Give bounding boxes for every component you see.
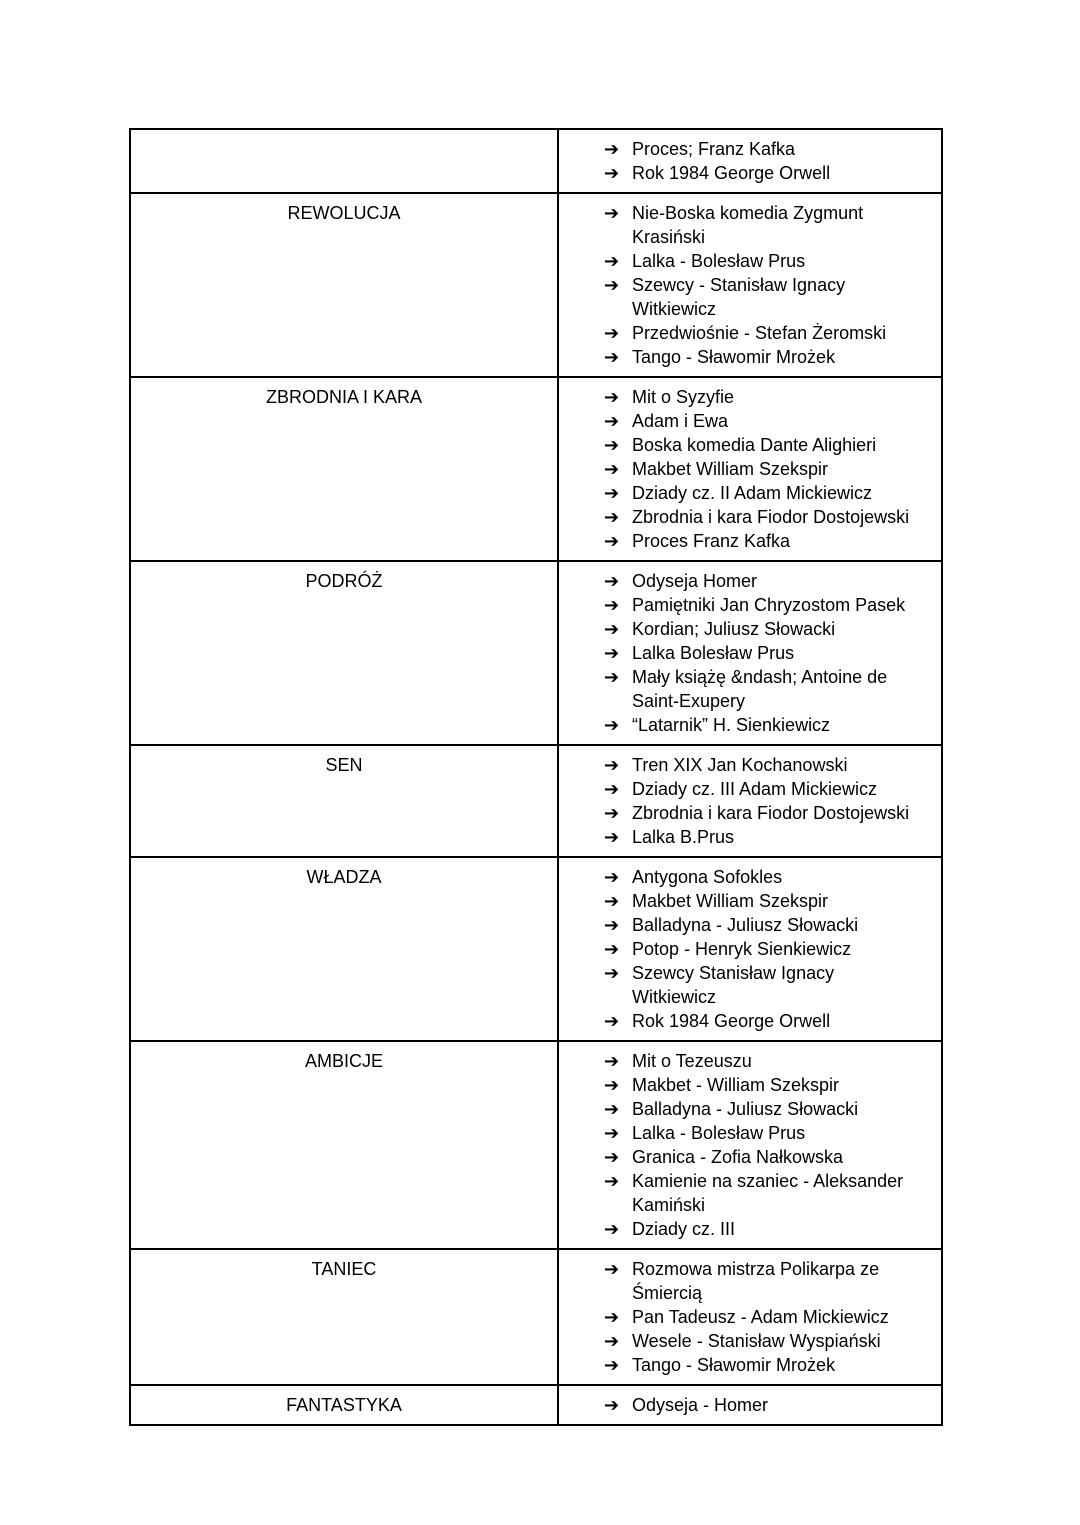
work-list-item [604, 457, 913, 481]
arrow-bullet-icon: ➔ [604, 667, 620, 687]
work-item-text: Kamienie na szaniec - Aleksander Kamiński [632, 1171, 904, 1215]
work-item-text: Rozmowa mistrza Polikarpa ze Śmiercią [632, 1259, 880, 1303]
work-item-text: Mały książę &ndash; Antoine de Saint-Exupery [632, 667, 888, 711]
arrow-bullet-icon: ➔ [604, 939, 620, 959]
arrow-bullet-icon: ➔ [604, 1331, 620, 1351]
arrow-bullet-icon: ➔ [604, 915, 620, 935]
theme-label-cell [130, 129, 558, 193]
theme-label-cell [130, 1385, 558, 1425]
work-item-text: Boska komedia Dante Alighieri [632, 435, 877, 455]
theme-label-cell [130, 1249, 558, 1385]
work-list-item [604, 1145, 913, 1169]
arrow-bullet-icon: ➔ [604, 619, 620, 639]
work-list-item [604, 825, 913, 849]
arrow-bullet-icon: ➔ [604, 507, 620, 527]
work-list-item [604, 569, 913, 593]
arrow-bullet-icon: ➔ [604, 891, 620, 911]
work-list-item [604, 801, 913, 825]
work-item-text: Adam i Ewa [632, 411, 729, 431]
work-item-text: Makbet William Szekspir [632, 459, 829, 479]
arrow-bullet-icon: ➔ [604, 827, 620, 847]
work-list-item [604, 1009, 913, 1033]
work-list-item [604, 1097, 913, 1121]
work-item-text: Makbet William Szekspir [632, 891, 829, 911]
arrow-bullet-icon: ➔ [604, 203, 620, 223]
work-item-text: Granica - Zofia Nałkowska [632, 1147, 844, 1167]
work-item-text: Tango - Sławomir Mrożek [632, 1355, 836, 1375]
table-row [130, 377, 942, 561]
works-list-cell [558, 193, 942, 377]
work-item-text: Tango - Sławomir Mrożek [632, 347, 836, 367]
arrow-bullet-icon: ➔ [604, 1051, 620, 1071]
work-item-text: Nie-Boska komedia Zygmunt Krasiński [632, 203, 864, 247]
work-list-item [604, 1049, 913, 1073]
work-list-item [604, 593, 913, 617]
arrow-bullet-icon: ➔ [604, 867, 620, 887]
work-item-text: Szewcy Stanisław Ignacy Witkiewicz [632, 963, 835, 1007]
work-item-text: Proces; Franz Kafka [632, 139, 796, 159]
arrow-bullet-icon: ➔ [604, 643, 620, 663]
work-item-text: Lalka B.Prus [632, 827, 735, 847]
works-list-cell [558, 1041, 942, 1249]
work-list-item [604, 665, 913, 713]
arrow-bullet-icon: ➔ [604, 251, 620, 271]
work-list-item [604, 201, 913, 249]
work-list-item [604, 1353, 913, 1377]
work-item-text: Makbet - William Szekspir [632, 1075, 840, 1095]
table-row [130, 857, 942, 1041]
work-item-text: Rok 1984 George Orwell [632, 163, 831, 183]
work-item-text: Balladyna - Juliusz Słowacki [632, 1099, 859, 1119]
work-list-item [604, 961, 913, 1009]
works-list-cell [558, 1249, 942, 1385]
work-list-item [604, 385, 913, 409]
work-item-text: Rok 1984 George Orwell [632, 1011, 831, 1031]
arrow-bullet-icon: ➔ [604, 1011, 620, 1031]
theme-label: SEN [325, 755, 363, 775]
work-item-text: Pan Tadeusz - Adam Mickiewicz [632, 1307, 889, 1327]
table-row [130, 1249, 942, 1385]
arrow-bullet-icon: ➔ [604, 323, 620, 343]
work-list-item [604, 505, 913, 529]
work-item-text: Balladyna - Juliusz Słowacki [632, 915, 859, 935]
theme-label-cell [130, 561, 558, 745]
work-item-text: “Latarnik” H. Sienkiewicz [632, 715, 831, 735]
arrow-bullet-icon: ➔ [604, 595, 620, 615]
theme-label: TANIEC [311, 1259, 377, 1279]
table-row [130, 1385, 942, 1425]
theme-label-cell [130, 1041, 558, 1249]
arrow-bullet-icon: ➔ [604, 459, 620, 479]
work-item-text: Proces Franz Kafka [632, 531, 791, 551]
work-list-item [604, 1305, 913, 1329]
arrow-bullet-icon: ➔ [604, 1355, 620, 1375]
arrow-bullet-icon: ➔ [604, 531, 620, 551]
work-list-item [604, 161, 913, 185]
work-item-text: Potop - Henryk Sienkiewicz [632, 939, 852, 959]
arrow-bullet-icon: ➔ [604, 387, 620, 407]
work-list-item [604, 481, 913, 505]
arrow-bullet-icon: ➔ [604, 139, 620, 159]
work-list-item [604, 889, 913, 913]
work-item-text: Lalka - Bolesław Prus [632, 1123, 806, 1143]
works-list-cell [558, 745, 942, 857]
arrow-bullet-icon: ➔ [604, 963, 620, 983]
work-list-item [604, 1121, 913, 1145]
works-list-cell [558, 1385, 942, 1425]
arrow-bullet-icon: ➔ [604, 1395, 620, 1415]
work-list-item [604, 1329, 913, 1353]
table-row [130, 561, 942, 745]
work-item-text: Mit o Syzyfie [632, 387, 735, 407]
works-list-cell [558, 129, 942, 193]
work-list-item [604, 529, 913, 553]
work-item-text: Kordian; Juliusz Słowacki [632, 619, 836, 639]
work-list-item [604, 641, 913, 665]
arrow-bullet-icon: ➔ [604, 163, 620, 183]
arrow-bullet-icon: ➔ [604, 435, 620, 455]
work-list-item [604, 777, 913, 801]
works-list-cell [558, 561, 942, 745]
work-item-text: Szewcy - Stanisław Ignacy Witkiewicz [632, 275, 846, 319]
table-row [130, 193, 942, 377]
arrow-bullet-icon: ➔ [604, 1099, 620, 1119]
work-list-item [604, 1257, 913, 1305]
arrow-bullet-icon: ➔ [604, 275, 620, 295]
theme-label: PODRÓŻ [305, 571, 383, 591]
work-list-item [604, 1217, 913, 1241]
work-list-item [604, 409, 913, 433]
work-list-item [604, 713, 913, 737]
arrow-bullet-icon: ➔ [604, 715, 620, 735]
theme-label: WŁADZA [306, 867, 382, 887]
work-item-text: Pamiętniki Jan Chryzostom Pasek [632, 595, 906, 615]
literary-themes-table [129, 128, 943, 1426]
work-list-item [604, 249, 913, 273]
arrow-bullet-icon: ➔ [604, 1147, 620, 1167]
arrow-bullet-icon: ➔ [604, 1307, 620, 1327]
work-list-item [604, 345, 913, 369]
work-list-item [604, 617, 913, 641]
work-list-item [604, 1393, 913, 1417]
work-item-text: Odyseja Homer [632, 571, 758, 591]
work-list-item [604, 937, 913, 961]
work-list-item [604, 865, 913, 889]
table-row [130, 1041, 942, 1249]
arrow-bullet-icon: ➔ [604, 347, 620, 367]
theme-label: FANTASTYKA [286, 1395, 402, 1415]
theme-label-cell [130, 377, 558, 561]
work-list-item [604, 1073, 913, 1097]
work-list-item [604, 1169, 913, 1217]
arrow-bullet-icon: ➔ [604, 571, 620, 591]
arrow-bullet-icon: ➔ [604, 779, 620, 799]
arrow-bullet-icon: ➔ [604, 411, 620, 431]
work-item-text: Przedwiośnie - Stefan Żeromski [632, 323, 887, 343]
work-list-item [604, 913, 913, 937]
work-item-text: Zbrodnia i kara Fiodor Dostojewski [632, 507, 910, 527]
theme-label: REWOLUCJA [287, 203, 401, 223]
table-row [130, 129, 942, 193]
works-list-cell [558, 857, 942, 1041]
theme-label-cell [130, 857, 558, 1041]
work-item-text: Antygona Sofokles [632, 867, 783, 887]
work-list-item [604, 137, 913, 161]
arrow-bullet-icon: ➔ [604, 1075, 620, 1095]
arrow-bullet-icon: ➔ [604, 483, 620, 503]
work-item-text: Zbrodnia i kara Fiodor Dostojewski [632, 803, 910, 823]
arrow-bullet-icon: ➔ [604, 1259, 620, 1279]
themes-table-body [130, 129, 942, 1425]
work-list-item [604, 321, 913, 345]
work-list-item [604, 433, 913, 457]
theme-label: ZBRODNIA I KARA [265, 387, 423, 407]
work-item-text: Lalka - Bolesław Prus [632, 251, 806, 271]
work-item-text: Odyseja - Homer [632, 1395, 769, 1415]
theme-label: AMBICJE [304, 1051, 383, 1071]
works-list-cell [558, 377, 942, 561]
work-item-text: Tren XIX Jan Kochanowski [632, 755, 848, 775]
work-item-text: Dziady cz. II Adam Mickiewicz [632, 483, 873, 503]
table-row [130, 745, 942, 857]
arrow-bullet-icon: ➔ [604, 1219, 620, 1239]
arrow-bullet-icon: ➔ [604, 1123, 620, 1143]
arrow-bullet-icon: ➔ [604, 803, 620, 823]
work-list-item [604, 273, 913, 321]
work-item-text: Dziady cz. III [632, 1219, 736, 1239]
work-list-item [604, 753, 913, 777]
arrow-bullet-icon: ➔ [604, 755, 620, 775]
work-item-text: Lalka Bolesław Prus [632, 643, 795, 663]
theme-label-cell [130, 745, 558, 857]
arrow-bullet-icon: ➔ [604, 1171, 620, 1191]
work-item-text: Wesele - Stanisław Wyspiański [632, 1331, 881, 1351]
theme-label-cell [130, 193, 558, 377]
work-item-text: Dziady cz. III Adam Mickiewicz [632, 779, 878, 799]
work-item-text: Mit o Tezeuszu [632, 1051, 752, 1071]
